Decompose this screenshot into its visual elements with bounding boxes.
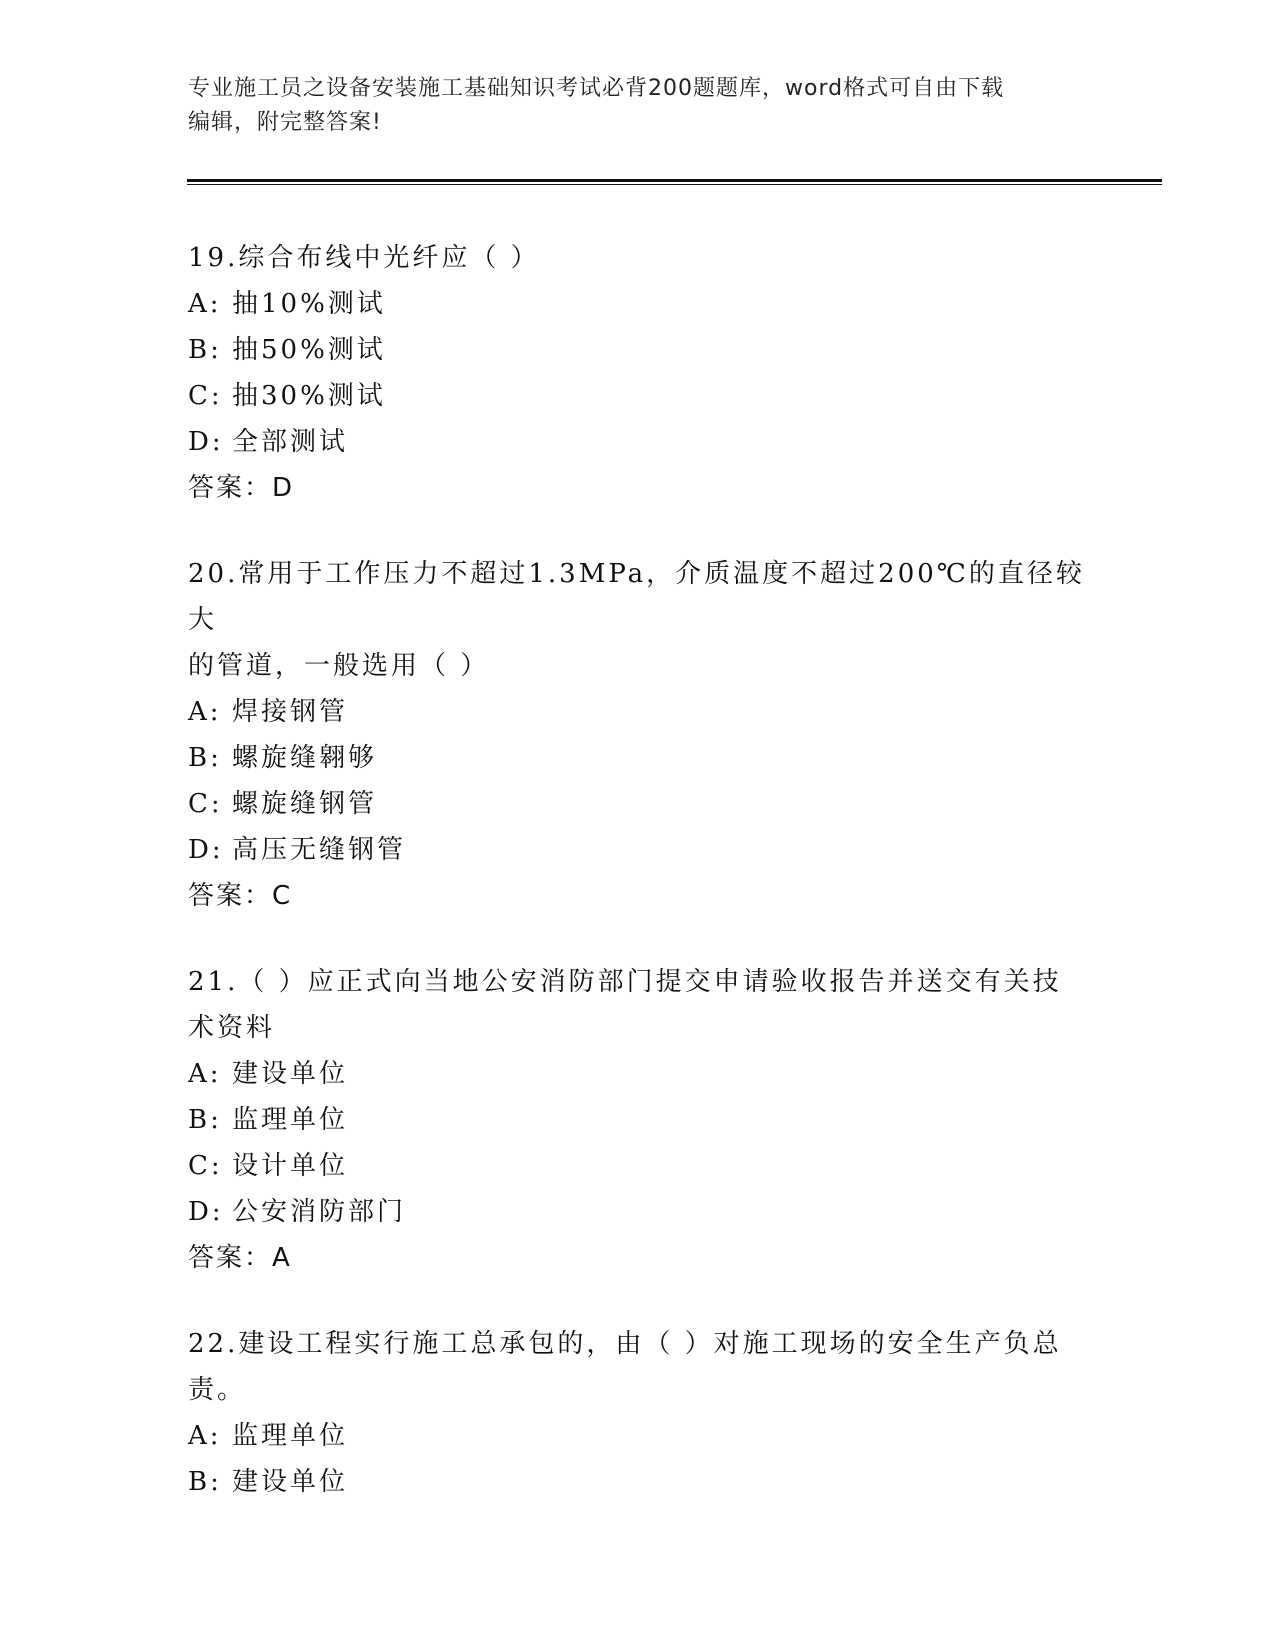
option-text: 抽30%测试 <box>232 381 386 411</box>
answer-option <box>188 1189 1088 1235</box>
question-stem-line: 22.建设工程实行施工总承包的，由（ ）对施工现场的安全生产负总 <box>188 1329 1062 1359</box>
option-letter: D: <box>188 1197 224 1227</box>
answer-option <box>188 419 1088 465</box>
answer-key: 答案：D <box>188 473 295 503</box>
question-list <box>188 235 1088 1545</box>
option-text: 监理单位 <box>232 1421 349 1451</box>
option-text: 焊接钢管 <box>232 697 349 727</box>
option-letter: C: <box>188 789 223 819</box>
question-block <box>188 235 1088 511</box>
answer-option <box>188 735 1088 781</box>
header-line-2: 编辑，附完整答案! <box>188 110 382 135</box>
question-stem-line: 19.综合布线中光纤应（ ） <box>188 243 540 273</box>
option-letter: A: <box>188 289 222 319</box>
option-text: 公安消防部门 <box>232 1197 407 1227</box>
option-text: 监理单位 <box>232 1105 349 1135</box>
option-letter: C: <box>188 1151 223 1181</box>
header-divider-thick <box>187 179 1162 182</box>
option-letter: A: <box>188 697 222 727</box>
question-stem-line: 21.（ ）应正式向当地公安消防部门提交申请验收报告并送交有关技 <box>188 967 1062 997</box>
header-divider-thin <box>187 184 1162 185</box>
question-block <box>188 959 1088 1281</box>
answer-option <box>188 281 1088 327</box>
option-text: 全部测试 <box>232 427 349 457</box>
answer-option <box>188 1097 1088 1143</box>
option-text: 高压无缝钢管 <box>232 835 407 865</box>
question-stem-line: 责。 <box>188 1375 247 1405</box>
option-letter: D: <box>188 835 224 865</box>
document-header <box>188 72 1068 140</box>
answer-option <box>188 1051 1088 1097</box>
option-letter: C: <box>188 381 223 411</box>
answer-option <box>188 327 1088 373</box>
option-text: 建设单位 <box>232 1059 349 1089</box>
option-letter: A: <box>188 1059 222 1089</box>
option-text: 螺旋缝翱够 <box>232 743 378 773</box>
answer-option <box>188 373 1088 419</box>
option-text: 螺旋缝钢管 <box>232 789 378 819</box>
answer-option <box>188 1143 1088 1189</box>
option-text: 建设单位 <box>232 1467 349 1497</box>
option-letter: B: <box>188 743 222 773</box>
option-text: 抽10%测试 <box>232 289 386 319</box>
option-letter: B: <box>188 1467 222 1497</box>
answer-option <box>188 781 1088 827</box>
question-stem-line: 的管道，一般选用（ ） <box>188 651 490 681</box>
header-line-1: 专业施工员之设备安装施工基础知识考试必背200题题库，word格式可自由下载 <box>188 76 1005 101</box>
option-text: 设计单位 <box>232 1151 349 1181</box>
option-letter: B: <box>188 335 222 365</box>
answer-option <box>188 827 1088 873</box>
question-block <box>188 1321 1088 1505</box>
option-letter: D: <box>188 427 224 457</box>
answer-option <box>188 689 1088 735</box>
answer-key: 答案：C <box>188 881 293 911</box>
question-stem-line: 20.常用于工作压力不超过1.3MPa，介质温度不超过200℃的直径较大 <box>188 559 1085 635</box>
answer-option <box>188 1459 1088 1505</box>
option-text: 抽50%测试 <box>232 335 386 365</box>
option-letter: A: <box>188 1421 222 1451</box>
option-letter: B: <box>188 1105 222 1135</box>
answer-key: 答案：A <box>188 1243 292 1273</box>
question-block <box>188 551 1088 919</box>
question-stem-line: 术资料 <box>188 1013 276 1043</box>
answer-option <box>188 1413 1088 1459</box>
